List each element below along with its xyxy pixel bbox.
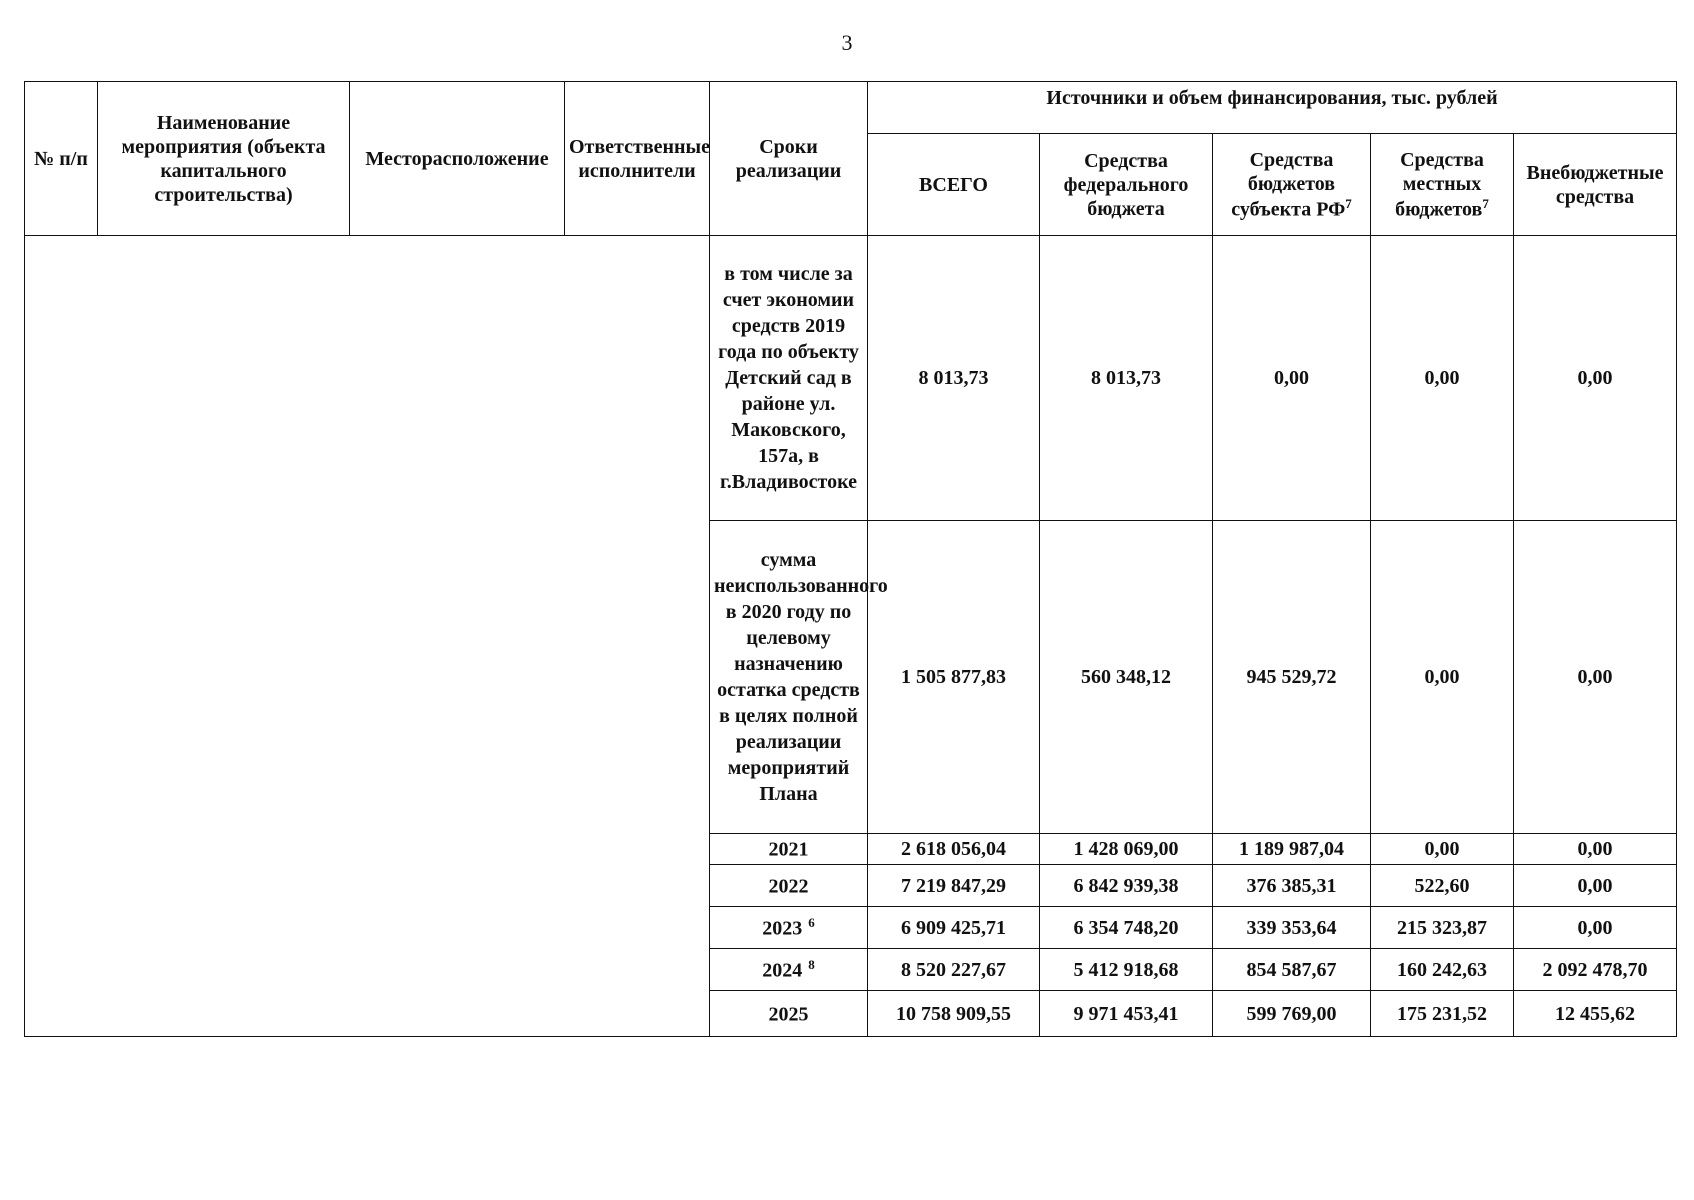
year-cell	[710, 949, 868, 991]
local-cell: 0,00	[1371, 834, 1514, 865]
federal-cell: 560 348,12	[1040, 521, 1213, 834]
header-regional	[1213, 134, 1371, 236]
year-label: 2021	[768, 838, 809, 861]
extrabudget-cell: 0,00	[1514, 865, 1677, 907]
total-cell: 8 013,73	[868, 236, 1040, 521]
regional-cell: 339 353,64	[1213, 907, 1371, 949]
header-name: Наименование мероприятия (объекта капитального строительства)	[98, 82, 350, 236]
total-cell: 2 618 056,04	[868, 834, 1040, 865]
period-cell: сумма неиспользованного в 2020 году по целевому назначению остатка средств в целях полной реализации мероприятий Плана	[710, 521, 868, 834]
local-cell: 215 323,87	[1371, 907, 1514, 949]
header-federal: Средства федерального бюджета	[1040, 134, 1213, 236]
header-extrabudget: Внебюджетные средства	[1514, 134, 1677, 236]
federal-cell: 1 428 069,00	[1040, 834, 1213, 865]
extrabudget-cell: 0,00	[1514, 236, 1677, 521]
year-label: 2025	[768, 1003, 809, 1026]
year-footnote: 6	[808, 914, 815, 930]
regional-cell: 945 529,72	[1213, 521, 1371, 834]
header-regional-footnote: 7	[1345, 195, 1352, 211]
year-cell	[710, 834, 868, 865]
year-footnote: 8	[808, 956, 815, 972]
total-cell: 7 219 847,29	[868, 865, 1040, 907]
year-cell	[710, 865, 868, 907]
regional-cell: 854 587,67	[1213, 949, 1371, 991]
year-label: 2023	[762, 917, 803, 940]
federal-cell: 9 971 453,41	[1040, 991, 1213, 1037]
header-local-label: Средства местных бюджетов	[1395, 148, 1484, 221]
year-cell	[710, 991, 868, 1037]
header-total: ВСЕГО	[868, 134, 1040, 236]
financing-table	[24, 81, 1677, 1037]
total-cell: 8 520 227,67	[868, 949, 1040, 991]
federal-cell: 6 354 748,20	[1040, 907, 1213, 949]
header-location: Месторасположение	[350, 82, 565, 236]
total-cell: 6 909 425,71	[868, 907, 1040, 949]
extrabudget-cell: 12 455,62	[1514, 991, 1677, 1037]
header-regional-label: Средства бюджетов субъекта РФ	[1231, 148, 1346, 221]
extrabudget-cell: 0,00	[1514, 907, 1677, 949]
total-cell: 1 505 877,83	[868, 521, 1040, 834]
local-cell: 522,60	[1371, 865, 1514, 907]
year-label: 2022	[768, 875, 809, 898]
year-label: 2024	[762, 959, 803, 982]
header-local-footnote: 7	[1482, 195, 1489, 211]
local-cell: 0,00	[1371, 236, 1514, 521]
local-cell: 0,00	[1371, 521, 1514, 834]
header-period: Сроки реализации	[710, 82, 868, 236]
extrabudget-cell: 2 092 478,70	[1514, 949, 1677, 991]
empty-merged-cell	[25, 236, 710, 1037]
year-cell	[710, 907, 868, 949]
regional-cell: 0,00	[1213, 236, 1371, 521]
header-financing-group: Источники и объем финансирования, тыс. рублей	[868, 82, 1677, 134]
extrabudget-cell: 0,00	[1514, 834, 1677, 865]
federal-cell: 5 412 918,68	[1040, 949, 1213, 991]
local-cell: 160 242,63	[1371, 949, 1514, 991]
federal-cell: 6 842 939,38	[1040, 865, 1213, 907]
local-cell: 175 231,52	[1371, 991, 1514, 1037]
total-cell: 10 758 909,55	[868, 991, 1040, 1037]
header-responsible: Ответственные исполнители	[565, 82, 710, 236]
regional-cell: 376 385,31	[1213, 865, 1371, 907]
period-cell: в том числе за счет экономии средств 2019 года по объекту Детский сад в районе ул. Маковского, 157а, в г.Владивостоке	[710, 236, 868, 521]
page-number: 3	[841, 30, 853, 55]
table-row	[25, 236, 1677, 521]
regional-cell: 1 189 987,04	[1213, 834, 1371, 865]
federal-cell: 8 013,73	[1040, 236, 1213, 521]
regional-cell: 599 769,00	[1213, 991, 1371, 1037]
extrabudget-cell: 0,00	[1514, 521, 1677, 834]
header-local	[1371, 134, 1514, 236]
header-num: № п/п	[25, 82, 98, 236]
